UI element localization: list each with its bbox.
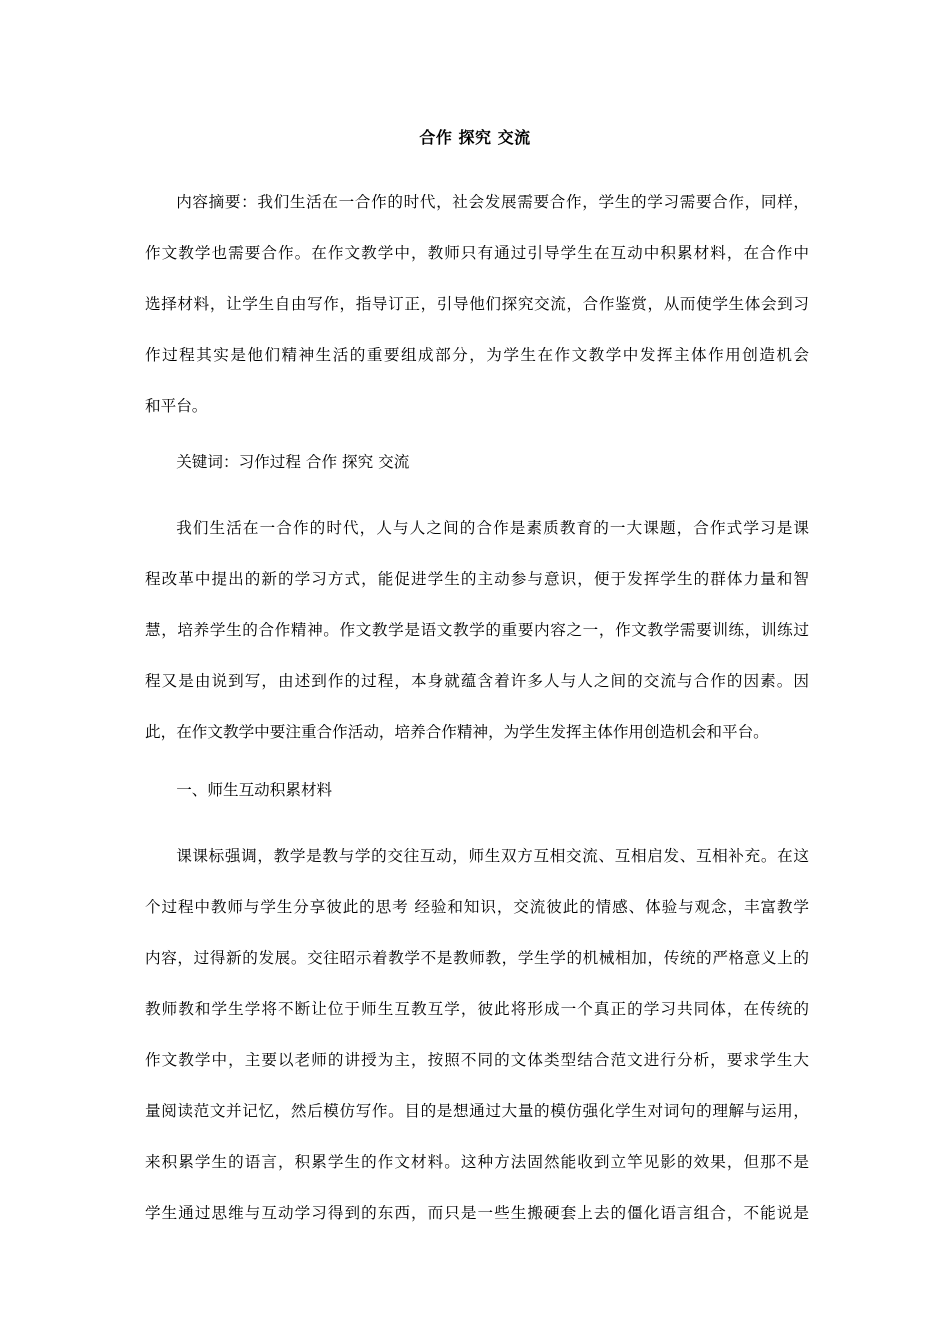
abstract-paragraph: [145, 177, 809, 432]
section-heading: [145, 765, 809, 816]
section1-line: 个过程中教师与学生分享彼此的思考 经验和知识，交流彼此的情感、体验与观念，丰富教学: [145, 898, 809, 916]
section1-line: 内容，过得新的发展。交往昭示着教学不是教师教，学生学的机械相加，传统的严格意义上的: [145, 949, 809, 967]
intro-line: 程又是由说到写，由述到作的过程，本身就蕴含着许多人与人之间的交流与合作的因素。因: [145, 672, 809, 690]
document-title: 合作 探究 交流: [419, 128, 531, 147]
abstract-line: 内容摘要：我们生活在一合作的时代，社会发展需要合作，学生的学习需要合作，同样，: [176, 193, 809, 211]
section1-line: 学生通过思维与互动学习得到的东西，而只是一些生搬硬套上去的僵化语言组合，不能说是: [145, 1204, 809, 1222]
abstract-line: 和平台。: [145, 397, 208, 415]
abstract-line: 作过程其实是他们精神生活的重要组成部分，为学生在作文教学中发挥主体作用创造机会: [145, 346, 809, 364]
section1-paragraph: [145, 831, 809, 1239]
section1-line: 课课标强调，教学是教与学的交往互动，师生双方互相交流、互相启发、互相补充。在这: [176, 847, 809, 865]
keywords-line: 关键词：习作过程 合作 探究 交流: [176, 453, 410, 471]
section1-line: 作文教学中，主要以老师的讲授为主，按照不同的文体类型结合范文进行分析，要求学生大: [145, 1051, 809, 1069]
section-heading-text: 一、师生互动积累材料: [176, 781, 333, 799]
section1-line: 教师教和学生学将不断让位于师生互教互学，彼此将形成一个真正的学习共同体，在传统的: [145, 1000, 809, 1018]
section1-line: 量阅读范文并记忆，然后模仿写作。目的是想通过大量的模仿强化学生对词句的理解与运用，: [145, 1102, 809, 1120]
section1-line: 来积累学生的语言，积累学生的作文材料。这种方法固然能收到立竿见影的效果，但那不是: [145, 1153, 809, 1171]
intro-line: 此，在作文教学中要注重合作活动，培养合作精神，为学生发挥主体作用创造机会和平台。: [145, 723, 769, 741]
abstract-line: 选择材料，让学生自由写作，指导订正，引导他们探究交流，合作鉴赏，从而使学生体会到习: [145, 295, 809, 313]
abstract-line: 作文教学也需要合作。在作文教学中，教师只有通过引导学生在互动中积累材料，在合作中: [145, 244, 809, 262]
intro-paragraph: [145, 503, 809, 758]
keywords-paragraph: [145, 437, 809, 488]
intro-line: 慧，培养学生的合作精神。作文教学是语文教学的重要内容之一，作文教学需要训练，训练过: [145, 621, 809, 639]
intro-line: 程改革中提出的新的学习方式，能促进学生的主动参与意识，便于发挥学生的群体力量和智: [145, 570, 809, 588]
intro-line: 我们生活在一合作的时代，人与人之间的合作是素质教育的一大课题，合作式学习是课: [176, 519, 809, 537]
